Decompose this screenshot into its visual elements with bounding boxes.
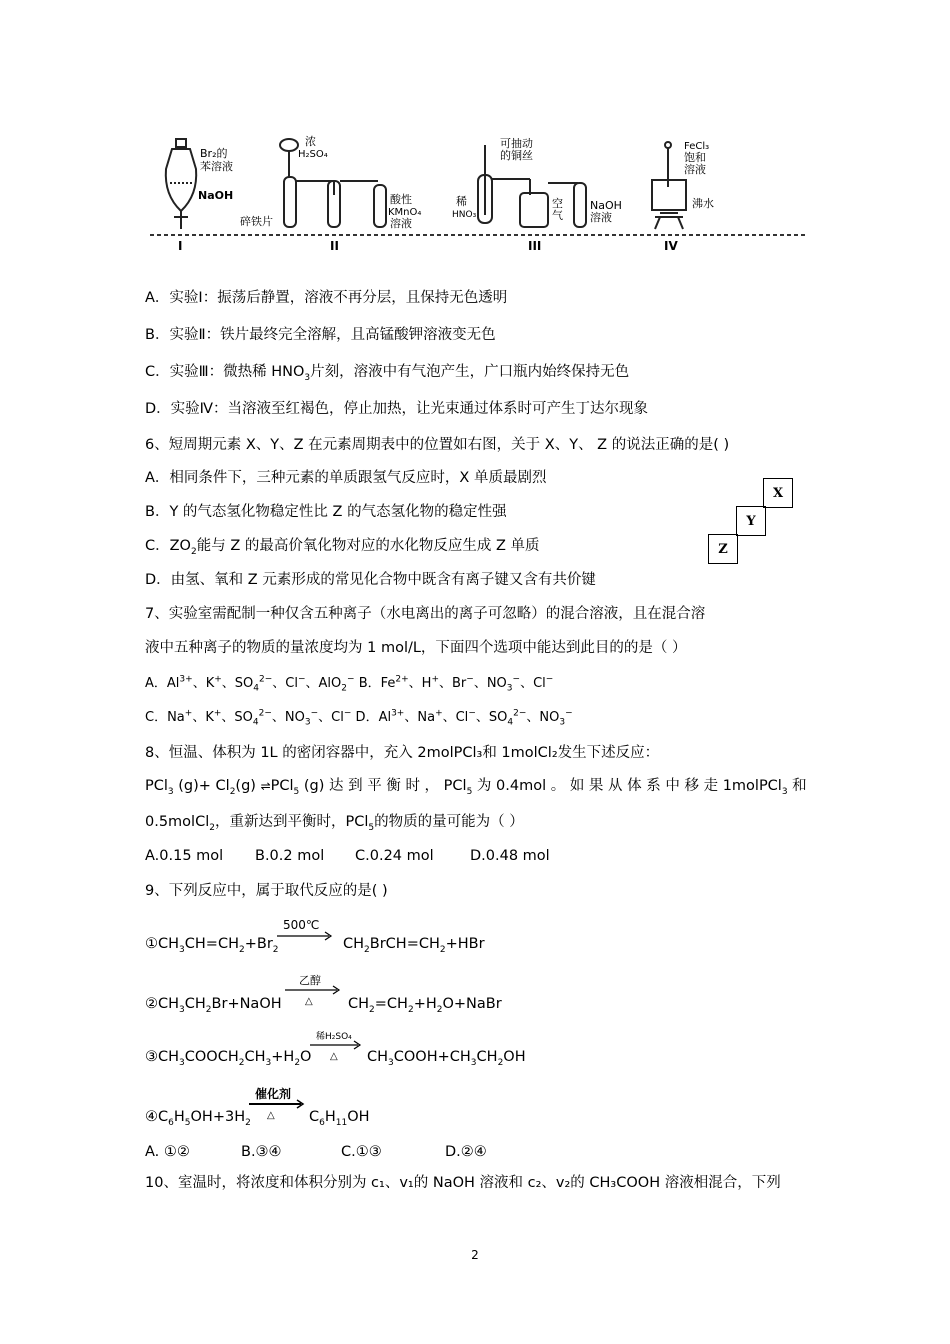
q8-equation: PCl$_3$ $(g)+ Cl_2(g)$ ⇌PCl$_5$ (g) 达 到 平 衡 时 ， PCl$_5$ 为 0.4mol 。 如 果 从 体 系 中 移 走 1molPCl$_3$ 和 bbox=[145, 778, 807, 797]
q9-reaction-1: $①CH_3CH=CH_2+Br_2$ bbox=[145, 936, 279, 955]
svg-text:溶液: 溶液 bbox=[684, 163, 706, 176]
q7-options-cd: C．Na+、K+、$SO_4^{2-}$、$NO_3^-$、Cl− D．$Al^{3+}$、Na+、Cl−、$SO_4^{2-}$、$NO_3^-$ bbox=[145, 708, 573, 728]
svg-text:H₂SO₄: H₂SO₄ bbox=[298, 149, 328, 160]
q6-option-c: C．$ZO_2$能与 Z 的最高价氧化物对应的水化物反应生成 Z 单质 bbox=[145, 538, 540, 557]
q9-options: A. ①② B.③④ C.①③ D.②④ bbox=[145, 1144, 487, 1160]
q8-stem: 8、恒温、体积为 1L 的密闭容器中，充入 2molPCl₃和 1molCl₂发生下述反应： bbox=[145, 745, 660, 761]
numeral-ii: II bbox=[330, 239, 339, 253]
q6-option-a: A．相同条件下，三种元素的单质跟氢气反应时，X 单质最剧烈 bbox=[145, 470, 547, 486]
numeral-i: I bbox=[178, 239, 183, 253]
svg-text:酸性: 酸性 bbox=[390, 193, 412, 206]
svg-text:稀: 稀 bbox=[456, 195, 467, 208]
svg-text:苯溶液: 苯溶液 bbox=[200, 160, 233, 173]
cell-y: Y bbox=[736, 506, 766, 536]
q9-reaction-3: $③CH_3COOCH_2CH_3+H_2O$ bbox=[145, 1049, 312, 1068]
q8-stem-3: 0.5molCl$_2$，重新达到平衡时，PCl$_5$的物质的量可能为（ ） bbox=[145, 814, 524, 833]
apparatus-figure bbox=[0, 125, 950, 385]
svg-text:可抽动: 可抽动 bbox=[500, 137, 533, 150]
q9-product-1: $CH_2BrCH=CH_2+HBr$ bbox=[343, 936, 485, 955]
svg-text:FeCl₃: FeCl₃ bbox=[684, 141, 710, 152]
apparatus-ii bbox=[280, 139, 386, 227]
arrow-2 bbox=[283, 972, 343, 1008]
q9-product-3: $CH_3COOH+CH_3CH_2OH$ bbox=[367, 1049, 526, 1068]
q5-option-c: C．实验Ⅲ：微热稀 $HNO_3$片刻，溶液中有气泡产生，广口瓶内始终保持无色 bbox=[145, 364, 630, 383]
q7-stem-1: 7、实验室需配制一种仅含五种离子（水电离出的离子可忽略）的混合溶液，且在混合溶 bbox=[145, 606, 706, 622]
svg-text:空: 空 bbox=[552, 197, 563, 210]
label-i-funnel: Br₂的 bbox=[200, 147, 228, 160]
q6-option-b: B．Y 的气态氢化物稳定性比 Z 的气态氢化物的稳定性强 bbox=[145, 504, 507, 520]
label-iv-water: 沸水 bbox=[692, 197, 714, 210]
apparatus-iv bbox=[652, 142, 686, 229]
svg-text:的铜丝: 的铜丝 bbox=[500, 149, 533, 162]
numeral-iv: IV bbox=[664, 239, 678, 253]
svg-text:KMnO₄: KMnO₄ bbox=[388, 207, 422, 218]
arrow-3 bbox=[308, 1027, 364, 1063]
svg-text:500℃: 500℃ bbox=[283, 918, 320, 932]
svg-text:气: 气 bbox=[552, 209, 563, 222]
q9-product-4: $C_6H_{11}OH$ bbox=[309, 1109, 370, 1128]
apparatus-i bbox=[166, 139, 196, 229]
q7-stem-2: 液中五种离子的物质的量浓度均为 1 mol/L，下面四个选项中能达到此目的的是（ ） bbox=[145, 640, 687, 656]
q9-product-2: $CH_2=CH_2+H_2O+NaBr$ bbox=[348, 996, 502, 1015]
svg-text:催化剂: 催化剂 bbox=[255, 1087, 292, 1101]
svg-text:浓: 浓 bbox=[305, 135, 316, 148]
svg-text:溶液: 溶液 bbox=[590, 211, 612, 224]
svg-text:△: △ bbox=[305, 996, 313, 1007]
label-i-naoh: NaOH bbox=[198, 189, 234, 202]
page-number: 2 bbox=[471, 1248, 479, 1262]
cell-x: X bbox=[763, 478, 793, 508]
label-ii-iron: 碎铁片 bbox=[240, 215, 273, 228]
svg-text:HNO₃: HNO₃ bbox=[452, 210, 477, 220]
q5-option-a: A．实验Ⅰ：振荡后静置，溶液不再分层，且保持无色透明 bbox=[145, 290, 508, 306]
svg-text:△: △ bbox=[330, 1051, 338, 1062]
q9-stem: 9、下列反应中，属于取代反应的是( ) bbox=[145, 883, 388, 899]
q7-options-ab: A．$Al^{3+}$、K+、$SO_4^{2-}$、Cl−、AlO$_2$− B．$Fe^{2+}$、H+、Br−、$NO_3^-$、Cl− bbox=[145, 674, 554, 694]
q5-option-d: D．实验Ⅳ：当溶液至红褐色，停止加热，让光束通过体系时可产生丁达尔现象 bbox=[145, 401, 649, 417]
numeral-iii: III bbox=[528, 239, 542, 253]
svg-text:△: △ bbox=[267, 1110, 275, 1121]
q6-option-d: D．由氢、氧和 Z 元素形成的常见化合物中既含有离子键又含有共价键 bbox=[145, 572, 596, 588]
q9-reaction-4: $④C_6H_5OH+3H_2$ bbox=[145, 1109, 251, 1128]
arrow-4 bbox=[247, 1084, 307, 1124]
q5-option-b: B．实验Ⅱ：铁片最终完全溶解，且高锰酸钾溶液变无色 bbox=[145, 327, 496, 343]
q9-reaction-2: $②CH_3CH_2Br+NaOH$ bbox=[145, 996, 282, 1015]
svg-text:饱和: 饱和 bbox=[684, 151, 706, 164]
q8-options: A.0.15 mol B.0.2 mol C.0.24 mol D.0.48 mol bbox=[145, 848, 550, 864]
svg-text:稀H₂SO₄: 稀H₂SO₄ bbox=[316, 1032, 352, 1042]
svg-text:溶液: 溶液 bbox=[390, 217, 412, 230]
svg-text:乙醇: 乙醇 bbox=[299, 974, 321, 987]
svg-text:NaOH: NaOH bbox=[590, 199, 622, 212]
q6-stem: 6、短周期元素 X、Y、Z 在元素周期表中的位置如右图，关于 X、Y、 Z 的说法正确的是( ) bbox=[145, 437, 730, 453]
cell-z: Z bbox=[708, 534, 738, 564]
arrow-1 bbox=[275, 916, 335, 946]
q10-stem: 10、室温时，将浓度和体积分别为 c₁、v₁的 NaOH 溶液和 c₂、v₂的 CH₃COOH 溶液相混合，下列 bbox=[145, 1175, 781, 1191]
